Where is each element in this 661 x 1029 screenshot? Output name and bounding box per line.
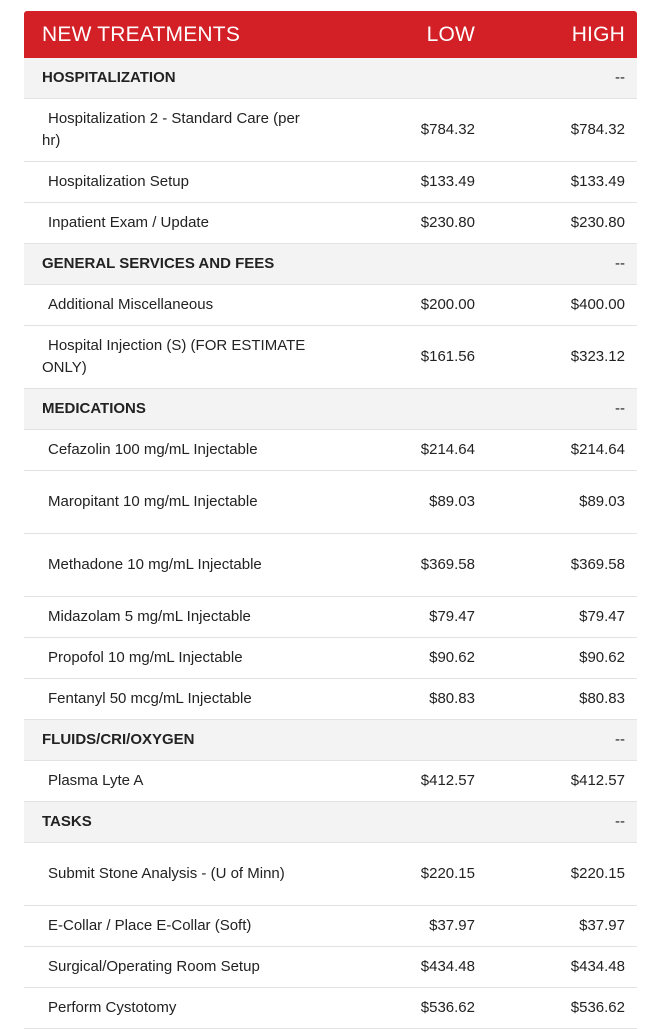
treatment-row: [24, 430, 637, 471]
treatment-name: Surgical/Operating Room Setup: [48, 958, 260, 975]
table-body: [24, 58, 637, 1029]
header-new-treatments: NEW TREATMENTS: [24, 11, 354, 58]
treatment-name: Fentanyl 50 mcg/mL Injectable: [48, 690, 252, 707]
treatment-name: Hospitalization Setup: [48, 173, 189, 190]
treatment-low-price: $37.97: [354, 906, 489, 947]
treatment-low-price: $79.47: [354, 597, 489, 638]
treatment-name: Propofol 10 mg/mL Injectable: [48, 649, 243, 666]
treatment-name-cell: [24, 597, 354, 638]
treatment-high-price: $89.03: [489, 471, 637, 534]
header-low: LOW: [354, 11, 489, 58]
section-row: [24, 802, 637, 843]
treatment-low-price: $90.62: [354, 638, 489, 679]
treatment-row: [24, 597, 637, 638]
treatment-name-cell: [24, 638, 354, 679]
treatment-name: Inpatient Exam / Update: [48, 214, 209, 231]
treatment-high-price: $412.57: [489, 761, 637, 802]
treatment-low-price: $133.49: [354, 162, 489, 203]
section-mark: --: [489, 389, 637, 430]
treatment-low-price: $89.03: [354, 471, 489, 534]
treatment-name-cell: [24, 162, 354, 203]
treatment-low-price: $230.80: [354, 203, 489, 244]
section-row: [24, 720, 637, 761]
treatment-high-price: $133.49: [489, 162, 637, 203]
treatment-row: [24, 638, 637, 679]
table-header: [24, 11, 637, 58]
section-row: [24, 58, 637, 99]
treatment-high-price: $536.62: [489, 988, 637, 1029]
treatment-high-price: $434.48: [489, 947, 637, 988]
treatment-name-cell: [24, 203, 354, 244]
header-row: [24, 11, 637, 58]
treatment-row: [24, 761, 637, 802]
treatment-name: E-Collar / Place E-Collar (Soft): [48, 917, 252, 934]
treatment-high-price: $79.47: [489, 597, 637, 638]
treatment-row: [24, 679, 637, 720]
treatment-name-cell: [24, 906, 354, 947]
treatment-name-cell: [24, 761, 354, 802]
treatment-name-cell: [24, 285, 354, 326]
treatment-name-cell: [24, 326, 354, 389]
treatment-high-price: $323.12: [489, 326, 637, 389]
treatment-name-cell: [24, 947, 354, 988]
treatment-name: Hospital Injection (S) (FOR ESTIMATE ONLY): [42, 337, 306, 376]
treatment-name: Cefazolin 100 mg/mL Injectable: [48, 441, 258, 458]
section-row: [24, 244, 637, 285]
treatment-low-price: $200.00: [354, 285, 489, 326]
treatment-name-cell: [24, 534, 354, 597]
treatment-row: [24, 99, 637, 162]
treatment-low-price: $784.32: [354, 99, 489, 162]
section-mark: --: [489, 720, 637, 761]
treatment-name-cell: [24, 843, 354, 906]
treatment-high-price: $37.97: [489, 906, 637, 947]
treatment-low-price: $220.15: [354, 843, 489, 906]
treatment-row: [24, 326, 637, 389]
section-title: MEDICATIONS: [24, 389, 489, 430]
treatment-name: Perform Cystotomy: [48, 999, 177, 1016]
treatment-name-cell: [24, 471, 354, 534]
treatment-row: [24, 843, 637, 906]
treatment-row: [24, 285, 637, 326]
treatment-name: Additional Miscellaneous: [48, 296, 214, 313]
section-title: FLUIDS/CRI/OXYGEN: [24, 720, 489, 761]
treatments-table-wrapper: [24, 11, 637, 1029]
treatment-row: [24, 947, 637, 988]
treatment-name: Midazolam 5 mg/mL Injectable: [48, 608, 251, 625]
section-mark: --: [489, 244, 637, 285]
treatment-name: Plasma Lyte A: [48, 772, 144, 789]
treatment-low-price: $434.48: [354, 947, 489, 988]
section-title: GENERAL SERVICES AND FEES: [24, 244, 489, 285]
treatment-name: Methadone 10 mg/mL Injectable: [48, 556, 262, 573]
treatment-low-price: $412.57: [354, 761, 489, 802]
section-mark: --: [489, 802, 637, 843]
section-row: [24, 389, 637, 430]
treatment-name-cell: [24, 988, 354, 1029]
treatment-low-price: $369.58: [354, 534, 489, 597]
treatment-high-price: $90.62: [489, 638, 637, 679]
treatment-name-cell: [24, 430, 354, 471]
treatment-low-price: $536.62: [354, 988, 489, 1029]
section-title: HOSPITALIZATION: [24, 58, 489, 99]
treatment-low-price: $214.64: [354, 430, 489, 471]
treatment-high-price: $80.83: [489, 679, 637, 720]
header-high: HIGH: [489, 11, 637, 58]
treatment-name: Hospitalization 2 - Standard Care (per hr): [42, 110, 300, 149]
treatment-name-cell: [24, 679, 354, 720]
treatment-high-price: $220.15: [489, 843, 637, 906]
treatment-high-price: $214.64: [489, 430, 637, 471]
treatment-name-cell: [24, 99, 354, 162]
treatment-row: [24, 906, 637, 947]
treatment-low-price: $161.56: [354, 326, 489, 389]
treatment-row: [24, 162, 637, 203]
treatment-row: [24, 534, 637, 597]
treatment-row: [24, 203, 637, 244]
treatment-high-price: $784.32: [489, 99, 637, 162]
treatment-name: Submit Stone Analysis - (U of Minn): [48, 865, 285, 882]
treatment-name: Maropitant 10 mg/mL Injectable: [48, 493, 258, 510]
section-mark: --: [489, 58, 637, 99]
treatments-table: [24, 11, 637, 1029]
treatment-low-price: $80.83: [354, 679, 489, 720]
treatment-row: [24, 471, 637, 534]
treatment-high-price: $230.80: [489, 203, 637, 244]
treatment-high-price: $400.00: [489, 285, 637, 326]
treatment-high-price: $369.58: [489, 534, 637, 597]
treatment-row: [24, 988, 637, 1029]
section-title: TASKS: [24, 802, 489, 843]
